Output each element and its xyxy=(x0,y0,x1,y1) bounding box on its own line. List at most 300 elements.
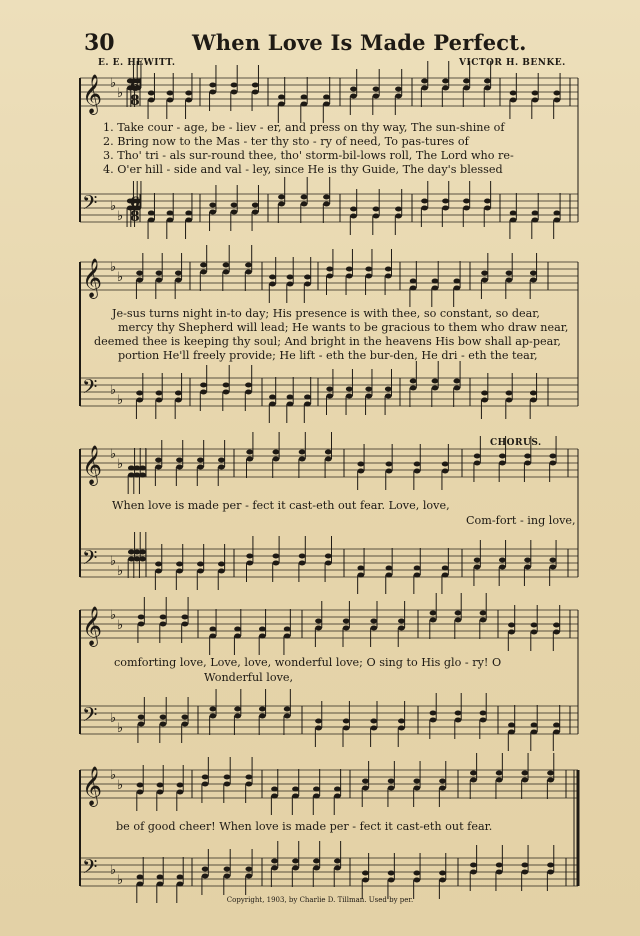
note-head xyxy=(326,394,333,399)
hymn-title: When Love Is Made Perfect. xyxy=(192,30,527,55)
bass-clef-icon: 𝄢 xyxy=(82,191,98,219)
chorus-alto-line-1: Com-fort - ing love, xyxy=(466,514,576,527)
note-head xyxy=(439,786,446,791)
note-head xyxy=(474,454,481,459)
note-head xyxy=(323,95,330,100)
note-head xyxy=(299,561,306,566)
flat-icon: ♭ xyxy=(110,76,117,91)
note-head xyxy=(176,569,183,574)
note-head xyxy=(202,874,209,879)
note-head xyxy=(313,866,320,871)
treble-clef-icon: 𝄞 xyxy=(82,766,103,806)
note-head xyxy=(197,562,204,567)
note-head xyxy=(138,615,145,620)
note-head xyxy=(185,211,192,216)
note-head xyxy=(357,462,364,467)
note-head xyxy=(259,707,266,712)
note-head xyxy=(200,270,207,275)
note-head xyxy=(510,211,517,216)
note-head xyxy=(301,195,308,200)
note-head xyxy=(385,274,392,279)
note-head xyxy=(410,286,417,291)
note-head xyxy=(453,286,460,291)
note-head xyxy=(202,775,209,780)
note-head xyxy=(442,199,449,204)
note-head xyxy=(463,206,470,211)
treble-clef-icon: 𝄞 xyxy=(82,445,103,485)
note-head xyxy=(157,790,164,795)
note-head xyxy=(271,866,278,871)
note-head xyxy=(421,86,428,91)
note-head xyxy=(481,398,488,403)
note-head xyxy=(148,218,155,223)
bass-clef-icon: 𝄢 xyxy=(82,855,98,883)
note-head xyxy=(245,874,252,879)
note-head xyxy=(157,875,164,880)
bass-clef-icon: 𝄢 xyxy=(82,546,98,574)
note-head xyxy=(301,102,308,107)
note-head xyxy=(532,218,539,223)
note-head xyxy=(547,863,554,868)
note-head xyxy=(521,870,528,875)
note-head xyxy=(177,875,184,880)
note-head xyxy=(386,566,393,571)
note-head xyxy=(343,726,350,731)
note-head xyxy=(510,98,517,103)
note-head xyxy=(246,554,253,559)
note-head xyxy=(313,859,320,864)
note-head xyxy=(181,622,188,627)
note-head xyxy=(156,398,163,403)
note-head xyxy=(167,98,174,103)
note-head xyxy=(395,207,402,212)
note-head xyxy=(388,878,395,883)
note-head xyxy=(532,98,539,103)
note-head xyxy=(553,218,560,223)
note-head xyxy=(432,386,439,391)
note-head xyxy=(284,707,291,712)
note-head xyxy=(463,199,470,204)
note-head xyxy=(175,391,182,396)
note-head xyxy=(167,218,174,223)
note-head xyxy=(167,211,174,216)
note-head xyxy=(549,565,556,570)
note-head xyxy=(385,394,392,399)
verse-1-line: 1. Take cour - age, be - liev - er, and press on thy way, The sun-shine of xyxy=(103,121,505,134)
note-head xyxy=(357,469,364,474)
note-head xyxy=(430,611,437,616)
note-head xyxy=(346,274,353,279)
note-head xyxy=(287,282,294,287)
note-head xyxy=(273,561,280,566)
note-head xyxy=(278,202,285,207)
note-head xyxy=(474,461,481,466)
note-head xyxy=(373,87,380,92)
note-head xyxy=(373,94,380,99)
note-head xyxy=(325,561,332,566)
note-head xyxy=(506,391,513,396)
hymn-number: 30 xyxy=(84,30,115,56)
note-head xyxy=(470,863,477,868)
note-head xyxy=(480,611,487,616)
note-head xyxy=(350,87,357,92)
note-head xyxy=(137,783,144,788)
note-head xyxy=(224,867,231,872)
chorus-line-2: comforting love, Love, love, wonderful love; O sing to His glo - ry! O xyxy=(114,656,502,669)
note-head xyxy=(313,787,320,792)
note-head xyxy=(185,91,192,96)
note-head xyxy=(323,102,330,107)
note-head xyxy=(350,207,357,212)
note-head xyxy=(530,398,537,403)
note-head xyxy=(421,206,428,211)
note-head xyxy=(499,565,506,570)
note-head xyxy=(177,790,184,795)
note-head xyxy=(531,730,538,735)
flat-icon: ♭ xyxy=(110,554,117,569)
note-head xyxy=(156,391,163,396)
note-head xyxy=(148,98,155,103)
note-head xyxy=(137,790,144,795)
note-head xyxy=(442,86,449,91)
note-head xyxy=(259,634,266,639)
note-head xyxy=(421,79,428,84)
note-head xyxy=(357,573,364,578)
note-head xyxy=(136,278,143,283)
note-head xyxy=(530,278,537,283)
note-head xyxy=(481,278,488,283)
note-head xyxy=(245,867,252,872)
verse-1-continuation: Je-sus turns night in-to day; His presence is with thee, so constant, so dear, xyxy=(112,307,540,320)
note-head xyxy=(245,263,252,268)
flat-icon: ♭ xyxy=(110,383,117,398)
note-head xyxy=(373,207,380,212)
note-head xyxy=(521,778,528,783)
flat-icon: ♭ xyxy=(117,209,124,224)
time-signature-top: 6 xyxy=(130,79,140,95)
bass-clef-icon: 𝄢 xyxy=(82,375,98,403)
note-head xyxy=(531,723,538,728)
note-head xyxy=(292,866,299,871)
note-head xyxy=(202,782,209,787)
note-head xyxy=(499,461,506,466)
note-head xyxy=(287,275,294,280)
flat-icon: ♭ xyxy=(110,608,117,623)
note-head xyxy=(470,771,477,776)
note-head xyxy=(245,383,252,388)
note-head xyxy=(395,214,402,219)
chorus-line-1: When love is made per - fect it cast-eth out fear. Love, love, xyxy=(112,499,450,512)
chorus-line-3: be of good cheer! When love is made per - fect it cast-eth out fear. xyxy=(116,820,493,833)
note-head xyxy=(499,558,506,563)
lyricist-credit: E. E. HEWITT. xyxy=(98,58,176,68)
note-head xyxy=(470,870,477,875)
note-head xyxy=(453,279,460,284)
note-head xyxy=(453,379,460,384)
flat-icon: ♭ xyxy=(117,457,124,472)
note-head xyxy=(343,719,350,724)
note-head xyxy=(202,867,209,872)
note-head xyxy=(325,457,332,462)
note-head xyxy=(325,450,332,455)
note-head xyxy=(246,561,253,566)
note-head xyxy=(160,615,167,620)
note-head xyxy=(246,450,253,455)
time-signature-bottom: 8 xyxy=(130,209,140,225)
note-head xyxy=(484,79,491,84)
note-head xyxy=(137,875,144,880)
note-head xyxy=(474,565,481,570)
note-head xyxy=(315,619,322,624)
note-head xyxy=(301,95,308,100)
note-head xyxy=(218,562,225,567)
note-head xyxy=(155,569,162,574)
note-head xyxy=(547,778,554,783)
note-head xyxy=(388,786,395,791)
note-head xyxy=(148,211,155,216)
note-head xyxy=(323,195,330,200)
verse-4-continuation: portion He'll freely provide; He lift - eth the bur-den, He dri - eth the tear, xyxy=(118,349,538,362)
note-head xyxy=(278,102,285,107)
note-head xyxy=(200,383,207,388)
note-head xyxy=(350,94,357,99)
note-head xyxy=(549,461,556,466)
note-head xyxy=(508,723,515,728)
note-head xyxy=(157,882,164,887)
note-head xyxy=(484,86,491,91)
note-head xyxy=(334,794,341,799)
note-head xyxy=(343,626,350,631)
note-head xyxy=(442,79,449,84)
note-head xyxy=(410,386,417,391)
note-head xyxy=(532,211,539,216)
note-head xyxy=(181,722,188,727)
note-head xyxy=(136,398,143,403)
note-head xyxy=(524,461,531,466)
note-head xyxy=(269,282,276,287)
note-head xyxy=(252,210,259,215)
note-head xyxy=(442,566,449,571)
note-head xyxy=(439,878,446,883)
note-head xyxy=(139,466,146,471)
note-head xyxy=(157,783,164,788)
note-head xyxy=(326,387,333,392)
flat-icon: ♭ xyxy=(117,564,124,579)
flat-icon: ♭ xyxy=(117,721,124,736)
note-head xyxy=(218,458,225,463)
note-head xyxy=(385,267,392,272)
note-head xyxy=(245,775,252,780)
note-head xyxy=(398,719,405,724)
note-head xyxy=(373,214,380,219)
note-head xyxy=(197,465,204,470)
note-head xyxy=(218,569,225,574)
note-head xyxy=(334,787,341,792)
note-head xyxy=(414,462,421,467)
note-head xyxy=(278,195,285,200)
note-head xyxy=(553,98,560,103)
note-head xyxy=(432,286,439,291)
note-head xyxy=(549,454,556,459)
note-head xyxy=(155,465,162,470)
note-head xyxy=(481,271,488,276)
note-head xyxy=(455,718,462,723)
note-head xyxy=(246,457,253,462)
note-head xyxy=(209,210,216,215)
note-head xyxy=(484,206,491,211)
note-head xyxy=(315,726,322,731)
note-head xyxy=(137,882,144,887)
note-head xyxy=(304,282,311,287)
note-head xyxy=(299,457,306,462)
time-signature-bottom: 8 xyxy=(130,93,140,109)
note-head xyxy=(177,783,184,788)
note-head xyxy=(304,402,311,407)
chorus-label: CHORUS. xyxy=(490,438,542,448)
note-head xyxy=(292,859,299,864)
note-head xyxy=(362,779,369,784)
note-head xyxy=(273,457,280,462)
note-head xyxy=(370,619,377,624)
note-head xyxy=(553,730,560,735)
note-head xyxy=(398,726,405,731)
note-head xyxy=(223,263,230,268)
note-head xyxy=(455,611,462,616)
flat-icon: ♭ xyxy=(117,873,124,888)
note-head xyxy=(197,458,204,463)
note-head xyxy=(278,95,285,100)
flat-icon: ♭ xyxy=(110,863,117,878)
note-head xyxy=(547,771,554,776)
note-head xyxy=(269,395,276,400)
note-head xyxy=(138,622,145,627)
note-head xyxy=(231,203,238,208)
treble-clef-icon: 𝄞 xyxy=(82,606,103,646)
note-head xyxy=(259,627,266,632)
note-head xyxy=(553,723,560,728)
note-head xyxy=(160,722,167,727)
note-head xyxy=(224,782,231,787)
note-head xyxy=(181,715,188,720)
note-head xyxy=(508,730,515,735)
note-head xyxy=(200,390,207,395)
note-head xyxy=(430,711,437,716)
note-head xyxy=(524,558,531,563)
note-head xyxy=(553,623,560,628)
note-head xyxy=(430,618,437,623)
note-head xyxy=(269,402,276,407)
note-head xyxy=(234,634,241,639)
note-head xyxy=(386,573,393,578)
note-head xyxy=(496,870,503,875)
note-head xyxy=(284,627,291,632)
note-head xyxy=(453,386,460,391)
flat-icon: ♭ xyxy=(110,199,117,214)
note-head xyxy=(430,718,437,723)
note-head xyxy=(209,83,216,88)
flat-icon: ♭ xyxy=(117,86,124,101)
note-head xyxy=(439,871,446,876)
note-head xyxy=(499,454,506,459)
treble-clef-icon: 𝄞 xyxy=(82,74,103,114)
note-head xyxy=(413,779,420,784)
note-head xyxy=(326,274,333,279)
note-head xyxy=(160,715,167,720)
note-head xyxy=(156,278,163,283)
note-head xyxy=(185,218,192,223)
note-head xyxy=(343,619,350,624)
note-head xyxy=(432,379,439,384)
note-head xyxy=(334,866,341,871)
note-head xyxy=(455,711,462,716)
note-head xyxy=(167,91,174,96)
note-head xyxy=(139,473,146,478)
note-head xyxy=(284,634,291,639)
note-head xyxy=(463,79,470,84)
note-head xyxy=(223,383,230,388)
note-head xyxy=(508,630,515,635)
note-head xyxy=(315,626,322,631)
note-head xyxy=(185,98,192,103)
note-head xyxy=(506,278,513,283)
note-head xyxy=(138,715,145,720)
treble-clef-icon: 𝄞 xyxy=(82,258,103,298)
note-head xyxy=(414,566,421,571)
note-head xyxy=(362,786,369,791)
note-head xyxy=(346,394,353,399)
note-head xyxy=(287,402,294,407)
note-head xyxy=(209,634,216,639)
note-head xyxy=(292,794,299,799)
note-head xyxy=(365,274,372,279)
note-head xyxy=(231,83,238,88)
note-head xyxy=(234,714,241,719)
note-head xyxy=(304,275,311,280)
note-head xyxy=(521,771,528,776)
note-head xyxy=(181,615,188,620)
note-head xyxy=(148,91,155,96)
note-head xyxy=(284,714,291,719)
note-head xyxy=(362,878,369,883)
note-head xyxy=(259,714,266,719)
note-head xyxy=(139,550,146,555)
note-head xyxy=(370,626,377,631)
note-head xyxy=(155,458,162,463)
note-head xyxy=(386,462,393,467)
note-head xyxy=(480,711,487,716)
note-head xyxy=(245,270,252,275)
note-head xyxy=(175,271,182,276)
note-head xyxy=(553,630,560,635)
note-head xyxy=(176,562,183,567)
note-head xyxy=(346,387,353,392)
note-head xyxy=(136,271,143,276)
note-head xyxy=(531,623,538,628)
note-head xyxy=(413,871,420,876)
note-head xyxy=(231,210,238,215)
note-head xyxy=(455,618,462,623)
note-head xyxy=(506,271,513,276)
note-head xyxy=(200,263,207,268)
note-head xyxy=(224,775,231,780)
note-head xyxy=(218,465,225,470)
note-head xyxy=(234,627,241,632)
note-head xyxy=(299,554,306,559)
note-head xyxy=(470,778,477,783)
flat-icon: ♭ xyxy=(110,768,117,783)
note-head xyxy=(313,794,320,799)
note-head xyxy=(155,562,162,567)
